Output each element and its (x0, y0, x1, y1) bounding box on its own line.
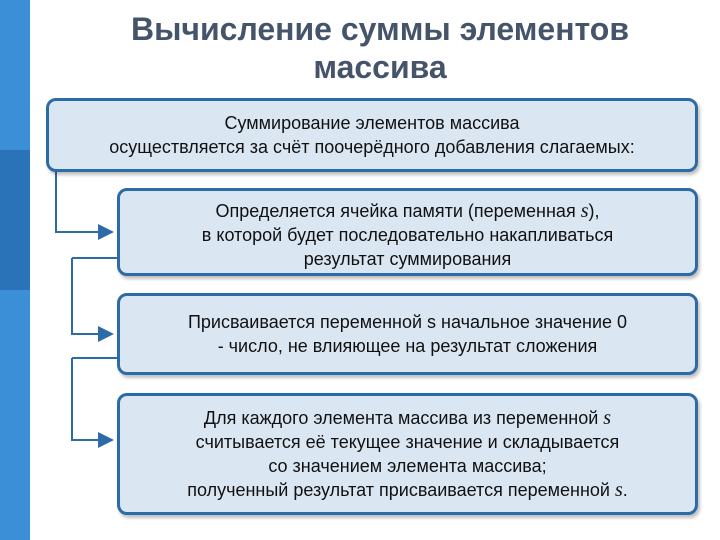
intro-box (46, 98, 698, 172)
step3-line-4: полученный результат присваивается переменной s. (187, 479, 628, 501)
title-line-2: массива (313, 49, 447, 85)
step3-line-1: Для каждого элемента массива из переменной s (203, 407, 612, 429)
step-box-1 (117, 188, 698, 276)
step1-line-2: в которой будет последовательно накапливаться (201, 225, 614, 245)
variable-s: s (614, 479, 623, 501)
title-line-1: Вычисление суммы элементов (130, 11, 630, 47)
step3-line-3: со значением элемента массива; (268, 456, 547, 476)
arrow-to-step-3 (72, 358, 112, 440)
intro-line-2: осуществляется за счёт поочерёдного добавления слагаемых: (109, 137, 635, 157)
arrow-to-step-1 (56, 172, 112, 232)
step-box-3 (117, 393, 698, 515)
step-box-2 (117, 293, 698, 375)
variable-s: s (603, 407, 612, 429)
step1-line-1: Определяется ячейка памяти (переменная s), (215, 200, 600, 222)
arrow-to-step-2 (72, 258, 112, 334)
step2-line-1: Присваивается переменной s начальное значение 0 (187, 312, 628, 332)
step2-line-2: - число, не влияющее на результат сложения (217, 336, 598, 356)
step3-line-2: считывается её текущее значение и складывается (195, 432, 620, 452)
step1-line-3: результат суммирования (303, 249, 512, 269)
variable-s: s (580, 200, 589, 222)
intro-line-1: Суммирование элементов массива (224, 113, 520, 133)
